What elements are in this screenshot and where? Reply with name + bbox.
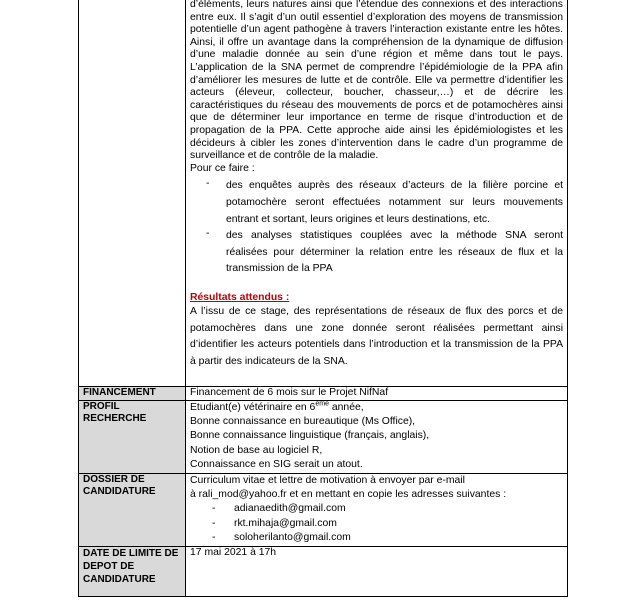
- method-list: [190, 178, 563, 278]
- list-item: [212, 517, 563, 531]
- dossier-intro: à rali_mod@yahoo.fr et en mettant en copie les adresses suivantes :: [190, 489, 507, 501]
- date-limite-value: 17 mai 2021 à 17h: [186, 546, 568, 596]
- date-limite-row: [79, 546, 568, 596]
- list-item: [212, 531, 563, 545]
- profil-row: [79, 400, 568, 473]
- profil-line: Bonne connaissance en bureautique (Ms Office),: [190, 416, 416, 427]
- results-text: A l’issu de ce stage, des représentations de réseaux de flux des porcs et de potamochères dans une zone donnée seront réalisées permettant ainsi d’identifier les acteurs potentiels dans l’introduction et la transmission de la PPA à partir des indicateurs de la SNA.: [190, 306, 563, 367]
- profil-line-text: Etudiant(e) vétérinaire en 6: [190, 401, 316, 413]
- dossier-row: [79, 473, 568, 546]
- email-link[interactable]: adianaedith@gmail.com: [234, 503, 346, 515]
- bullet-marker: -: [212, 532, 216, 544]
- profil-line-text: année,: [328, 401, 364, 413]
- profil-line: Connaissance en SIG serait un atout.: [190, 459, 363, 471]
- description-cell: [186, 0, 568, 387]
- list-item: [212, 502, 563, 516]
- financement-row: [79, 387, 568, 401]
- bullet-marker: -: [212, 503, 216, 515]
- profil-cell: [186, 400, 568, 473]
- description-label-cell: [79, 0, 186, 387]
- description-paragraph: d’éléments, leurs natures ainsi que l’étendue des connexions et des interactions entre eux. Il s’agit d’un outil essentiel d’exploration des moyens de transmission potentielle d’un agent pathogène à travers l’interaction existante entre les hôtes. Ainsi, il offre un avantage dans la compréhension de la dynamique de diffusion d’une maladie donnée au sein d’une région et même dans tout le pays. L’application de la SNA permet de comprendre l’épidémiologie de la PPA afin d’améliorer les mesures de lutte et de contrôle. Elle va permettre d’identifier les acteurs (éleveur, collecteur, boucher, chasseur,…) et de décrire les caractéristiques du réseau des mouvements de porcs et de potamochères ainsi que de déterminer leur importance en terme de risque d’introduction et de propagation de la PPA. Cette approche aide ainsi les épidémiologistes et les décideurs à cibler les zones d’intervention dans le cadre d’un programme de surveillance et de contrôle de la maladie.: [190, 0, 563, 162]
- list-item: [206, 228, 563, 278]
- dossier-label: DOSSIER DE CANDIDATURE: [79, 473, 186, 546]
- pour-ce-faire: Pour ce faire :: [190, 162, 255, 174]
- email-list: [190, 502, 563, 545]
- dossier-cell: [186, 473, 568, 546]
- bullet-marker: -: [212, 517, 216, 529]
- profil-superscript: ème: [315, 400, 329, 408]
- method-item-text: des analyses statistiques couplées avec la méthode SNA seront réalisées pour déterminer la relation entre les réseaux de flux et la transmission de la PPA: [226, 230, 563, 275]
- offer-table: [78, 0, 568, 597]
- bullet-marker: -: [206, 178, 210, 190]
- date-limite-label: DATE DE LIMITE DE DEPOT DE CANDIDATURE: [79, 546, 186, 596]
- description-row: [79, 0, 568, 387]
- profil-line: [190, 401, 563, 415]
- results-heading: Résultats attendus :: [190, 291, 290, 303]
- profil-line: Notion de base au logiciel R,: [190, 444, 323, 456]
- email-link[interactable]: rkt.mihaja@gmail.com: [234, 517, 337, 529]
- list-item: [206, 178, 563, 228]
- financement-label: FINANCEMENT: [79, 387, 186, 401]
- email-link[interactable]: soloherilanto@gmail.com: [234, 532, 351, 544]
- dossier-intro: Curriculum vitae et lettre de motivation à envoyer par e-mail: [190, 474, 465, 486]
- method-item-text: des enquêtes auprès des réseaux d’acteurs de la filière porcine et potamochère seront effectuées notamment sur leurs mouvements entrant et sortant, leurs origines et leurs destinations, etc.: [226, 180, 563, 225]
- bullet-marker: -: [206, 228, 210, 240]
- financement-value: Financement de 6 mois sur le Projet NifNaf: [186, 387, 568, 401]
- profil-line: Bonne connaissance linguistique (français, anglais),: [190, 430, 430, 442]
- profil-label: PROFIL RECHERCHE: [79, 400, 186, 473]
